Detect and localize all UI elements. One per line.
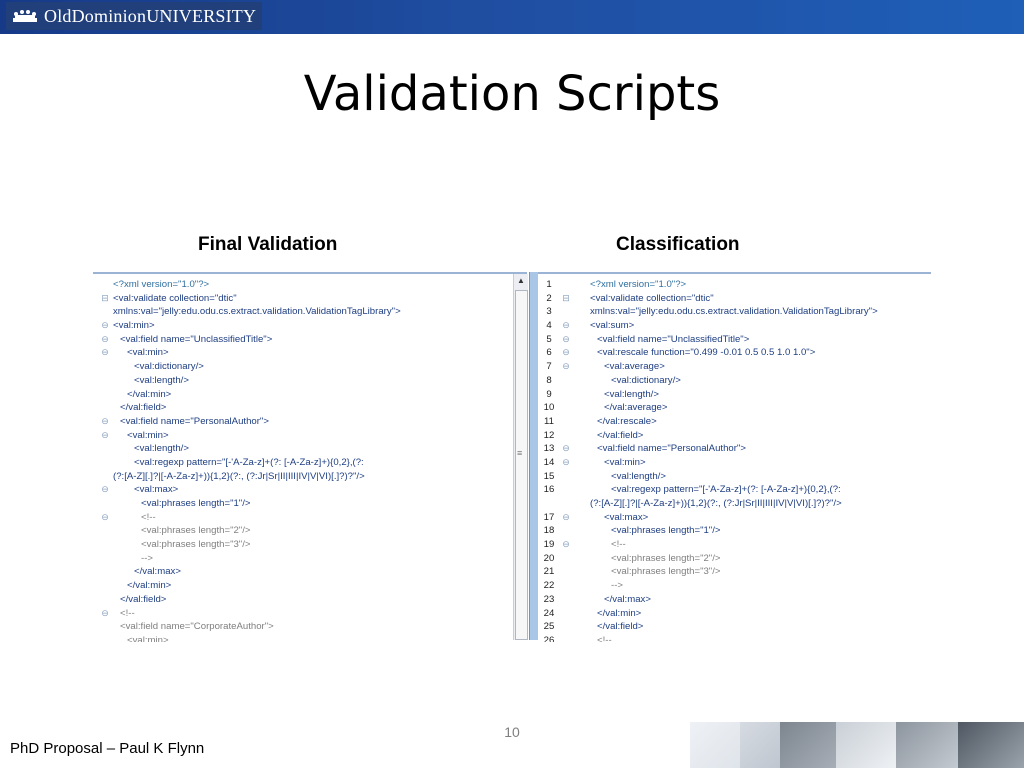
fold-toggle-icon[interactable]: ⊟ [562,292,570,303]
fold-toggle-icon[interactable]: ⊟ [101,292,109,303]
code-line [543,538,878,552]
code-text: <val:phrases length="1"/> [611,525,721,537]
code-text: <val:min> [113,320,155,332]
code-text: <val:validate collection="dtic" [113,292,237,304]
line-number: 20 [543,552,555,564]
code-line [543,607,878,621]
code-text: <val:field name="CorporateAuthor"> [120,621,274,633]
code-text: <val:average> [604,361,665,373]
code-line [113,620,401,634]
code-text: <!-- [120,607,135,619]
scroll-up-arrow-icon[interactable]: ▲ [517,276,525,285]
code-text: <val:length/> [134,443,189,455]
fold-toggle-icon[interactable]: ⊖ [101,347,109,358]
classification-code-pane[interactable] [538,272,931,642]
code-line [546,333,878,347]
university-banner [0,0,1024,34]
code-line [543,456,878,470]
code-line [101,483,401,497]
code-text: </val:min> [597,607,642,619]
fold-toggle-icon[interactable]: ⊖ [562,333,570,344]
code-line [113,552,401,566]
code-text: <val:min> [604,456,646,468]
code-text: <val:phrases length="2"/> [141,525,251,537]
scrollbar-thumb[interactable] [515,290,528,640]
code-text: <val:dictionary/> [611,374,681,386]
code-line [101,292,401,306]
code-line [113,360,401,374]
code-line [113,634,401,642]
code-text: <val:rescale function="0.499 -0.01 0.5 0.5 1.0 1.0"> [597,347,816,359]
code-line [543,483,878,497]
fold-toggle-icon[interactable]: ⊖ [562,443,570,454]
code-text: <!-- [141,511,156,523]
fold-toggle-icon[interactable]: ⊖ [101,333,109,344]
line-number: 17 [543,511,555,523]
line-number: 8 [546,374,552,386]
code-text: </val:field> [120,402,167,414]
code-line [101,415,401,429]
code-lines [543,278,878,642]
code-text: <val:regexp pattern="[-'A-Za-z]+(?: [-A-Za-z]+){0,2},(?: [611,484,841,496]
code-text: <val:phrases length="3"/> [141,539,251,551]
code-line [113,388,401,402]
code-text: <?xml version="1.0"?> [590,279,687,290]
left-caption: Final Validation [198,234,338,255]
footer-image [780,722,836,768]
code-line [543,429,878,443]
code-line [113,565,401,579]
code-line [113,524,401,538]
line-number: 10 [543,402,555,414]
line-number: 7 [546,361,552,373]
code-line [546,305,878,319]
line-number: 22 [543,580,555,592]
code-text: <val:max> [134,484,179,496]
code-line [543,593,878,607]
code-text: </val:rescale> [597,415,657,427]
line-number: 24 [543,607,555,619]
code-text: <val:regexp pattern="[-'A-Za-z]+(?: [-A-Za-z]+){0,2},(?: [134,456,364,468]
code-line [546,278,878,292]
line-number: 9 [546,388,552,400]
code-line [113,579,401,593]
code-text: <val:field name="UnclassifiedTitle"> [597,333,750,345]
line-number: 23 [543,593,555,605]
code-line [543,511,878,525]
footer-image [690,722,740,768]
code-text: <val:phrases length="2"/> [611,552,721,564]
code-text: <val:max> [604,511,649,523]
code-line [543,579,878,593]
code-line [101,346,401,360]
code-text: xmlns:val="jelly:edu.odu.cs.extract.validation.ValidationTagLibrary"> [113,306,401,318]
fold-toggle-icon[interactable]: ⊖ [101,320,109,331]
code-line [113,278,401,292]
code-line [101,607,401,621]
line-number: 19 [543,539,555,551]
line-number: 1 [546,279,552,290]
fold-toggle-icon[interactable]: ⊖ [562,511,570,522]
code-line [113,305,401,319]
code-line [546,319,878,333]
slide-title: Validation Scripts [303,66,721,122]
line-number: 16 [543,484,555,496]
code-line [546,346,878,360]
footer-image [896,722,958,768]
right-caption: Classification [616,234,740,255]
final-validation-code-pane[interactable] [93,272,527,642]
code-line [113,538,401,552]
line-number: 3 [546,306,552,318]
code-text: <val:validate collection="dtic" [590,292,714,304]
code-text: <!-- [597,634,612,642]
fold-toggle-icon[interactable]: ⊖ [101,484,109,495]
vertical-scrollbar[interactable] [513,274,528,640]
code-line [543,524,878,538]
code-text: xmlns:val="jelly:edu.odu.cs.extract.validation.ValidationTagLibrary"> [590,306,878,318]
code-line [546,292,878,306]
line-number: 21 [543,566,555,578]
fold-toggle-icon[interactable]: ⊖ [101,429,109,440]
code-line [113,593,401,607]
fold-toggle-icon[interactable]: ⊖ [562,539,570,550]
footer-image [836,722,896,768]
line-number: 12 [543,429,555,441]
line-number: 2 [546,292,552,304]
university-logo [6,2,262,30]
footer-image [740,722,780,768]
code-text: <val:dictionary/> [134,361,204,373]
code-line [101,319,401,333]
code-text: <val:min> [127,429,169,441]
university-name: OldDominionUNIVERSITY [44,5,257,26]
code-text: --> [611,580,623,592]
line-number: 26 [543,634,555,642]
code-line [590,497,878,511]
code-text: <val:field name="PersonalAuthor"> [597,443,746,455]
code-text: <!-- [611,539,626,551]
code-text: <val:length/> [134,374,189,386]
code-line [543,620,878,634]
line-number: 6 [546,347,552,359]
code-line [546,374,878,388]
fold-toggle-icon[interactable]: ⊖ [562,320,570,331]
code-line [101,333,401,347]
code-line [543,442,878,456]
line-number: 14 [543,456,555,468]
line-number: 18 [543,525,555,537]
code-line [546,388,878,402]
code-text: <?xml version="1.0"?> [113,279,210,290]
code-line [543,470,878,484]
code-text: <val:length/> [604,388,659,400]
code-text: <val:length/> [611,470,666,482]
code-line [113,497,401,511]
scrollbar-grip-icon: ≡ [517,448,523,458]
code-line [101,429,401,443]
footer-image-strip [690,722,1024,768]
code-text: --> [141,552,153,564]
code-text: <val:phrases length="3"/> [611,566,721,578]
code-text: <val:sum> [590,320,635,332]
code-line [113,374,401,388]
code-line [543,401,878,415]
code-text: </val:min> [127,388,172,400]
code-text: </val:average> [604,402,668,414]
code-line [113,401,401,415]
fold-toggle-icon[interactable]: ⊖ [562,361,570,372]
code-text: <val:field name="UnclassifiedTitle"> [120,333,273,345]
line-number: 15 [543,470,555,482]
page-number: 10 [504,724,520,740]
fold-toggle-icon[interactable]: ⊖ [562,456,570,467]
code-line [113,456,401,470]
code-text: </val:min> [127,580,172,592]
code-text: <val:phrases length="1"/> [141,498,251,509]
code-text: (?:[A-Z][.]?|[-A-Za-z]+)){1,2}(?:, (?:Jr|Sr|II|III|IV|V|VI)[.]?)?"/> [590,498,842,509]
code-line [113,470,401,484]
code-lines [101,278,401,642]
code-text: <val:min> [127,347,169,359]
line-number: 13 [543,443,555,455]
code-text: </val:max> [604,593,651,605]
footer-image [958,722,1024,768]
line-number: 5 [546,333,552,345]
code-line [101,511,401,525]
code-text: <val:min> [127,634,169,642]
code-text: (?:[A-Z][.]?|[-A-Za-z]+)){1,2}(?:, (?:Jr|Sr|II|III|IV|V|VI)[.]?)?"/> [113,470,365,482]
code-text: <val:field name="PersonalAuthor"> [120,415,269,427]
code-text: </val:max> [134,566,181,578]
fold-toggle-icon[interactable]: ⊖ [562,347,570,358]
code-line [543,634,878,642]
code-text: </val:field> [597,429,644,441]
code-text: </val:field> [597,621,644,633]
code-line [544,415,878,429]
code-line [546,360,878,374]
line-number: 11 [544,415,554,427]
crown-icon [12,8,38,24]
code-line [543,552,878,566]
footer-text: PhD Proposal – Paul K Flynn [10,740,205,757]
fold-toggle-icon[interactable]: ⊖ [101,511,109,522]
code-text: </val:field> [120,593,167,605]
fold-toggle-icon[interactable]: ⊖ [101,607,109,618]
code-line [113,442,401,456]
code-line [543,565,878,579]
line-number: 4 [546,320,552,332]
fold-toggle-icon[interactable]: ⊖ [101,415,109,426]
line-number: 25 [543,621,555,633]
